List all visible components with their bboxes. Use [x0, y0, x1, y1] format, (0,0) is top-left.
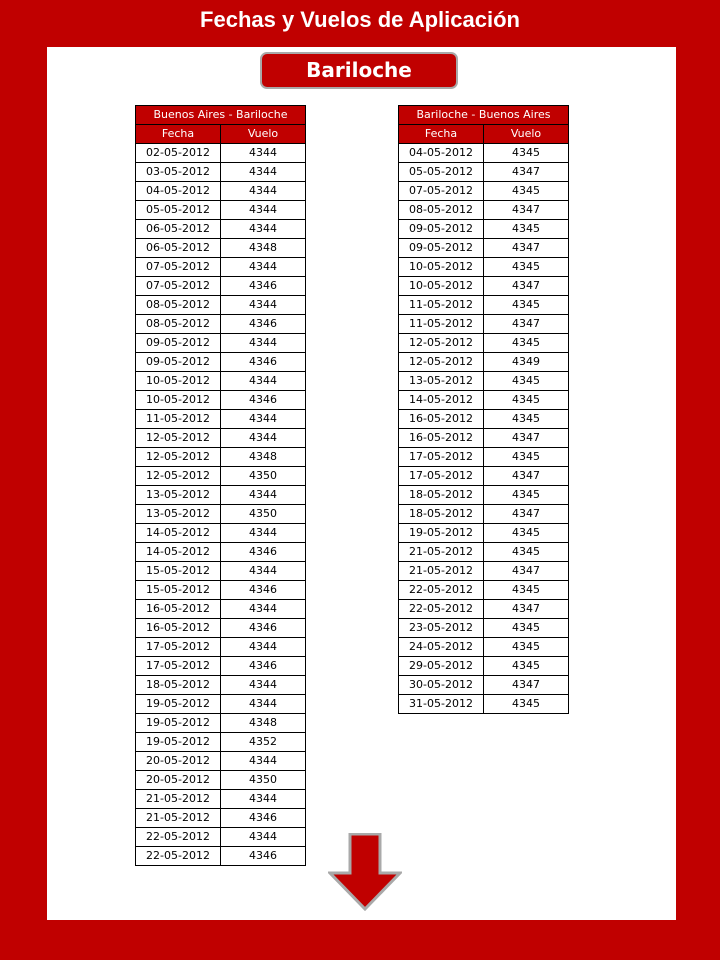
- table-row: [399, 429, 569, 448]
- flight-cell: 4345: [484, 258, 569, 277]
- table-row: [399, 638, 569, 657]
- date-cell: 16-05-2012: [399, 429, 484, 448]
- date-cell: 17-05-2012: [399, 448, 484, 467]
- flight-cell: 4344: [221, 410, 306, 429]
- table-row: [399, 600, 569, 619]
- date-cell: 21-05-2012: [136, 809, 221, 828]
- date-cell: 09-05-2012: [136, 353, 221, 372]
- table-row: [136, 828, 306, 847]
- table-row: [136, 372, 306, 391]
- date-cell: 07-05-2012: [136, 258, 221, 277]
- date-cell: 18-05-2012: [136, 676, 221, 695]
- date-cell: 07-05-2012: [136, 277, 221, 296]
- flight-cell: 4347: [484, 505, 569, 524]
- table-row: [399, 581, 569, 600]
- flight-cell: 4346: [221, 315, 306, 334]
- flight-cell: 4344: [221, 790, 306, 809]
- flight-cell: 4345: [484, 524, 569, 543]
- flight-cell: 4344: [221, 828, 306, 847]
- table-row: [399, 524, 569, 543]
- flight-cell: 4344: [221, 182, 306, 201]
- flight-cell: 4344: [221, 296, 306, 315]
- date-cell: 19-05-2012: [136, 714, 221, 733]
- date-cell: 19-05-2012: [136, 733, 221, 752]
- flight-cell: 4345: [484, 220, 569, 239]
- date-cell: 12-05-2012: [136, 467, 221, 486]
- flight-cell: 4348: [221, 448, 306, 467]
- date-cell: 21-05-2012: [399, 562, 484, 581]
- date-cell: 20-05-2012: [136, 752, 221, 771]
- date-cell: 31-05-2012: [399, 695, 484, 714]
- flight-cell: 4347: [484, 277, 569, 296]
- table-row: [399, 657, 569, 676]
- table-row: [136, 467, 306, 486]
- flight-cell: 4345: [484, 410, 569, 429]
- date-cell: 10-05-2012: [136, 391, 221, 410]
- table-row: [136, 277, 306, 296]
- date-cell: 22-05-2012: [399, 581, 484, 600]
- table-row: [136, 201, 306, 220]
- flight-cell: 4345: [484, 638, 569, 657]
- table-row: [399, 258, 569, 277]
- flight-cell: 4346: [221, 277, 306, 296]
- date-cell: 08-05-2012: [399, 201, 484, 220]
- table-row: [399, 448, 569, 467]
- flight-cell: 4347: [484, 562, 569, 581]
- date-cell: 16-05-2012: [136, 619, 221, 638]
- date-cell: 29-05-2012: [399, 657, 484, 676]
- date-cell: 18-05-2012: [399, 486, 484, 505]
- flight-cell: 4345: [484, 296, 569, 315]
- table-row: [136, 847, 306, 866]
- table-row: [399, 410, 569, 429]
- date-cell: 17-05-2012: [136, 638, 221, 657]
- date-cell: 09-05-2012: [399, 239, 484, 258]
- flight-cell: 4346: [221, 657, 306, 676]
- date-cell: 11-05-2012: [136, 410, 221, 429]
- flight-cell: 4344: [221, 638, 306, 657]
- flight-cell: 4349: [484, 353, 569, 372]
- table-row: [399, 505, 569, 524]
- flight-cell: 4348: [221, 239, 306, 258]
- table-row: [399, 182, 569, 201]
- flights-table-return: [398, 105, 569, 714]
- flight-cell: 4347: [484, 467, 569, 486]
- table-row: [399, 239, 569, 258]
- table-row: [399, 543, 569, 562]
- content-panel: [47, 47, 676, 920]
- table-row: [136, 505, 306, 524]
- flight-cell: 4347: [484, 201, 569, 220]
- table-row: [136, 733, 306, 752]
- table-row: [399, 220, 569, 239]
- flight-cell: 4344: [221, 372, 306, 391]
- table-row: [136, 809, 306, 828]
- date-cell: 23-05-2012: [399, 619, 484, 638]
- date-cell: 10-05-2012: [399, 277, 484, 296]
- date-cell: 10-05-2012: [136, 372, 221, 391]
- date-cell: 11-05-2012: [399, 315, 484, 334]
- date-cell: 20-05-2012: [136, 771, 221, 790]
- table-row: [399, 486, 569, 505]
- table-row: [136, 391, 306, 410]
- flight-cell: 4347: [484, 315, 569, 334]
- table-row: [136, 657, 306, 676]
- flight-cell: 4347: [484, 239, 569, 258]
- date-cell: 05-05-2012: [136, 201, 221, 220]
- flight-cell: 4344: [221, 220, 306, 239]
- date-cell: 19-05-2012: [136, 695, 221, 714]
- date-cell: 21-05-2012: [399, 543, 484, 562]
- table-row: [399, 296, 569, 315]
- date-cell: 22-05-2012: [136, 828, 221, 847]
- flight-cell: 4345: [484, 695, 569, 714]
- date-cell: 22-05-2012: [136, 847, 221, 866]
- flight-cell: 4344: [221, 562, 306, 581]
- date-cell: 12-05-2012: [136, 429, 221, 448]
- table-row: [399, 695, 569, 714]
- table-row: [136, 619, 306, 638]
- table-row: [136, 676, 306, 695]
- date-cell: 07-05-2012: [399, 182, 484, 201]
- flight-cell: 4352: [221, 733, 306, 752]
- date-cell: 04-05-2012: [399, 144, 484, 163]
- route-title: Buenos Aires - Bariloche: [136, 106, 306, 125]
- flight-cell: 4345: [484, 543, 569, 562]
- flight-cell: 4344: [221, 486, 306, 505]
- flight-cell: 4346: [221, 543, 306, 562]
- flight-cell: 4347: [484, 163, 569, 182]
- flight-cell: 4345: [484, 486, 569, 505]
- flight-cell: 4345: [484, 619, 569, 638]
- table-row: [136, 410, 306, 429]
- table-row: [136, 334, 306, 353]
- flight-cell: 4345: [484, 448, 569, 467]
- date-cell: 10-05-2012: [399, 258, 484, 277]
- table-row: [136, 771, 306, 790]
- date-cell: 14-05-2012: [136, 543, 221, 562]
- table-row: [399, 353, 569, 372]
- table-row: [399, 467, 569, 486]
- table-row: [136, 562, 306, 581]
- table-row: [399, 391, 569, 410]
- table-row: [399, 334, 569, 353]
- table-row: [136, 315, 306, 334]
- flight-cell: 4345: [484, 657, 569, 676]
- table-row: [399, 562, 569, 581]
- arrow-down-icon[interactable]: [328, 833, 402, 911]
- date-cell: 12-05-2012: [136, 448, 221, 467]
- date-cell: 12-05-2012: [399, 353, 484, 372]
- table-row: [136, 600, 306, 619]
- date-cell: 22-05-2012: [399, 600, 484, 619]
- table-row: [399, 163, 569, 182]
- table-row: [136, 581, 306, 600]
- flight-cell: 4350: [221, 505, 306, 524]
- flight-cell: 4344: [221, 600, 306, 619]
- page-title: Fechas y Vuelos de Aplicación: [200, 7, 520, 32]
- table-row: [136, 714, 306, 733]
- table-row: [136, 144, 306, 163]
- flight-cell: 4344: [221, 258, 306, 277]
- table-row: [399, 315, 569, 334]
- column-header-fecha: Fecha: [399, 125, 484, 144]
- column-header-vuelo: Vuelo: [221, 125, 306, 144]
- date-cell: 21-05-2012: [136, 790, 221, 809]
- date-cell: 11-05-2012: [399, 296, 484, 315]
- date-cell: 30-05-2012: [399, 676, 484, 695]
- date-cell: 15-05-2012: [136, 581, 221, 600]
- flight-cell: 4350: [221, 771, 306, 790]
- route-title: Bariloche - Buenos Aires: [399, 106, 569, 125]
- table-row: [136, 182, 306, 201]
- flight-cell: 4346: [221, 847, 306, 866]
- flight-cell: 4346: [221, 353, 306, 372]
- flight-cell: 4344: [221, 201, 306, 220]
- table-row: [136, 752, 306, 771]
- flight-cell: 4344: [221, 334, 306, 353]
- flight-cell: 4346: [221, 581, 306, 600]
- date-cell: 13-05-2012: [399, 372, 484, 391]
- flight-cell: 4346: [221, 619, 306, 638]
- date-cell: 05-05-2012: [399, 163, 484, 182]
- flight-cell: 4346: [221, 809, 306, 828]
- table-row: [399, 201, 569, 220]
- table-row: [136, 163, 306, 182]
- column-header-fecha: Fecha: [136, 125, 221, 144]
- date-cell: 09-05-2012: [136, 334, 221, 353]
- flight-cell: 4347: [484, 600, 569, 619]
- date-cell: 06-05-2012: [136, 220, 221, 239]
- table-row: [399, 676, 569, 695]
- date-cell: 15-05-2012: [136, 562, 221, 581]
- flight-cell: 4348: [221, 714, 306, 733]
- flight-cell: 4344: [221, 752, 306, 771]
- date-cell: 06-05-2012: [136, 239, 221, 258]
- table-row: [136, 296, 306, 315]
- flight-cell: 4344: [221, 524, 306, 543]
- city-badge: Bariloche: [260, 52, 458, 89]
- flight-cell: 4347: [484, 676, 569, 695]
- date-cell: 19-05-2012: [399, 524, 484, 543]
- flight-cell: 4347: [484, 429, 569, 448]
- table-row: [136, 524, 306, 543]
- date-cell: 04-05-2012: [136, 182, 221, 201]
- table-row: [136, 638, 306, 657]
- table-row: [136, 429, 306, 448]
- table-row: [136, 543, 306, 562]
- flight-cell: 4344: [221, 695, 306, 714]
- flight-cell: 4350: [221, 467, 306, 486]
- table-row: [399, 277, 569, 296]
- date-cell: 17-05-2012: [399, 467, 484, 486]
- flights-table-outbound: [135, 105, 306, 866]
- flight-cell: 4345: [484, 182, 569, 201]
- flight-cell: 4345: [484, 372, 569, 391]
- flight-cell: 4346: [221, 391, 306, 410]
- table-row: [399, 144, 569, 163]
- date-cell: 08-05-2012: [136, 315, 221, 334]
- date-cell: 02-05-2012: [136, 144, 221, 163]
- table-row: [136, 448, 306, 467]
- table-row: [136, 258, 306, 277]
- table-row: [136, 790, 306, 809]
- column-header-vuelo: Vuelo: [484, 125, 569, 144]
- date-cell: 14-05-2012: [136, 524, 221, 543]
- date-cell: 13-05-2012: [136, 505, 221, 524]
- table-row: [136, 220, 306, 239]
- date-cell: 12-05-2012: [399, 334, 484, 353]
- date-cell: 16-05-2012: [399, 410, 484, 429]
- flight-cell: 4344: [221, 676, 306, 695]
- flight-cell: 4344: [221, 163, 306, 182]
- flight-cell: 4345: [484, 391, 569, 410]
- table-row: [136, 353, 306, 372]
- flight-cell: 4344: [221, 429, 306, 448]
- table-row: [136, 695, 306, 714]
- table-row: [399, 372, 569, 391]
- date-cell: 09-05-2012: [399, 220, 484, 239]
- table-row: [136, 239, 306, 258]
- date-cell: 16-05-2012: [136, 600, 221, 619]
- table-row: [136, 486, 306, 505]
- date-cell: 24-05-2012: [399, 638, 484, 657]
- flight-cell: 4345: [484, 334, 569, 353]
- flight-cell: 4345: [484, 144, 569, 163]
- date-cell: 18-05-2012: [399, 505, 484, 524]
- date-cell: 03-05-2012: [136, 163, 221, 182]
- table-row: [399, 619, 569, 638]
- flight-cell: 4344: [221, 144, 306, 163]
- date-cell: 13-05-2012: [136, 486, 221, 505]
- date-cell: 17-05-2012: [136, 657, 221, 676]
- date-cell: 14-05-2012: [399, 391, 484, 410]
- date-cell: 08-05-2012: [136, 296, 221, 315]
- flight-cell: 4345: [484, 581, 569, 600]
